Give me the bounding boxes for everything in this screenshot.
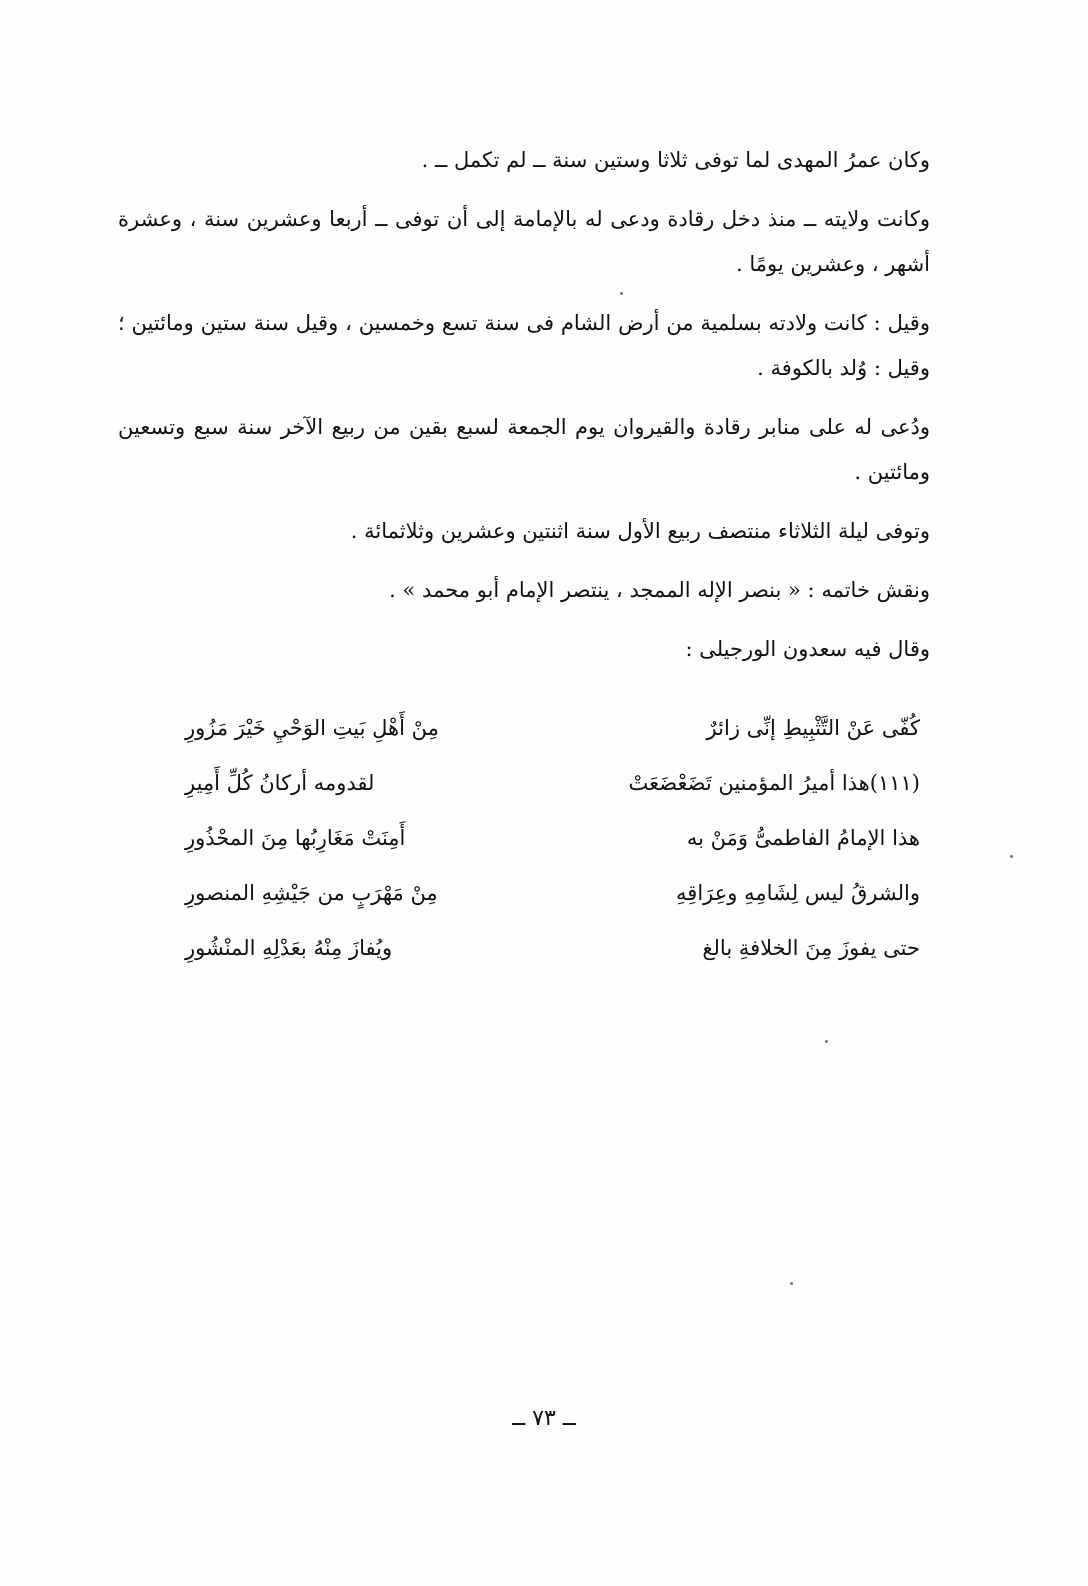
verse-second-hemistich: مِنْ مَهْرَبٍ من جَيْشِهِ المنصورِ	[185, 880, 438, 905]
paragraph: وكان عمرُ المهدى لما توفى ثلاثا وستين سنة ــ لم تكمل ــ .	[421, 148, 930, 172]
verse-first-hemistich: هذا الإمامُ الفاطمىُّ وَمَنْ به	[686, 825, 920, 850]
verse-second-hemistich: أَمِنَتْ مَغَارِبُها مِنَ المحْذُورِ	[185, 825, 406, 850]
poem-verse	[185, 865, 920, 920]
paragraph: وتوفى ليلة الثلاثاء منتصف ربيع الأول سنة اثنتين وعشرين وثلاثمائة .	[350, 519, 930, 543]
poem-verse	[185, 810, 920, 865]
poem	[185, 700, 920, 975]
poem-intro: وقال فيه سعدون الورجيلى :	[685, 637, 930, 661]
verse-first-hemistich: حتى يفوزَ مِنَ الخلافةِ بالغ	[702, 935, 920, 960]
scan-speck	[825, 1040, 828, 1043]
poem-verse	[185, 700, 920, 755]
verse-second-hemistich: لقدومه أركانُ كُلِّ أَمِيرِ	[185, 770, 375, 795]
verse-second-hemistich: مِنْ أَهْلِ بَيتِ الوَحْيِ خَيْرَ مَزُورِ	[185, 715, 439, 740]
paragraph: وكانت ولايته ــ منذ دخل رقادة ودعى له بالإمامة إلى أن توفى ــ أربعا وعشرين سنة ، وعشرة أشهر ، وعشرين يومًا .	[118, 207, 930, 276]
body-text	[118, 138, 930, 686]
poem-verse	[185, 920, 920, 975]
verse-first-hemistich: (١١١)هذا أميرُ المؤمنين تَضَعْضَعَتْ	[628, 770, 920, 795]
poem-verse	[185, 755, 920, 810]
scan-speck	[790, 1282, 793, 1285]
verse-second-hemistich: ويُفازَ مِنْهُ بعَدْلِهِ المنْشُورِ	[185, 935, 393, 960]
page-number: ــ ٧٣ ــ	[512, 1406, 576, 1431]
verse-first-hemistich: والشرقُ ليس لِشَامِهِ وعِرَاقِهِ	[676, 880, 920, 905]
scan-speck	[1010, 855, 1013, 858]
paragraph: ونقش خاتمه : « بنصر الإله الممجد ، ينتصر الإمام أبو محمد » .	[389, 578, 930, 602]
scan-speck	[620, 292, 623, 295]
verse-first-hemistich: كُفّى عَنْ التَّثْبِيطِ إنِّى زائرٌ	[706, 715, 920, 740]
paragraph: وقيل : كانت ولادته بسلمية من أرض الشام فى سنة تسع وخمسين ، وقيل سنة ستين ومائتين ؛ وقيل : وُلد بالكوفة .	[118, 311, 930, 380]
paragraph: ودُعى له على منابر رقادة والقيروان يوم الجمعة لسبع بقين من ربيع الآخر سنة سبع وتسعين ومائتين .	[118, 415, 930, 484]
